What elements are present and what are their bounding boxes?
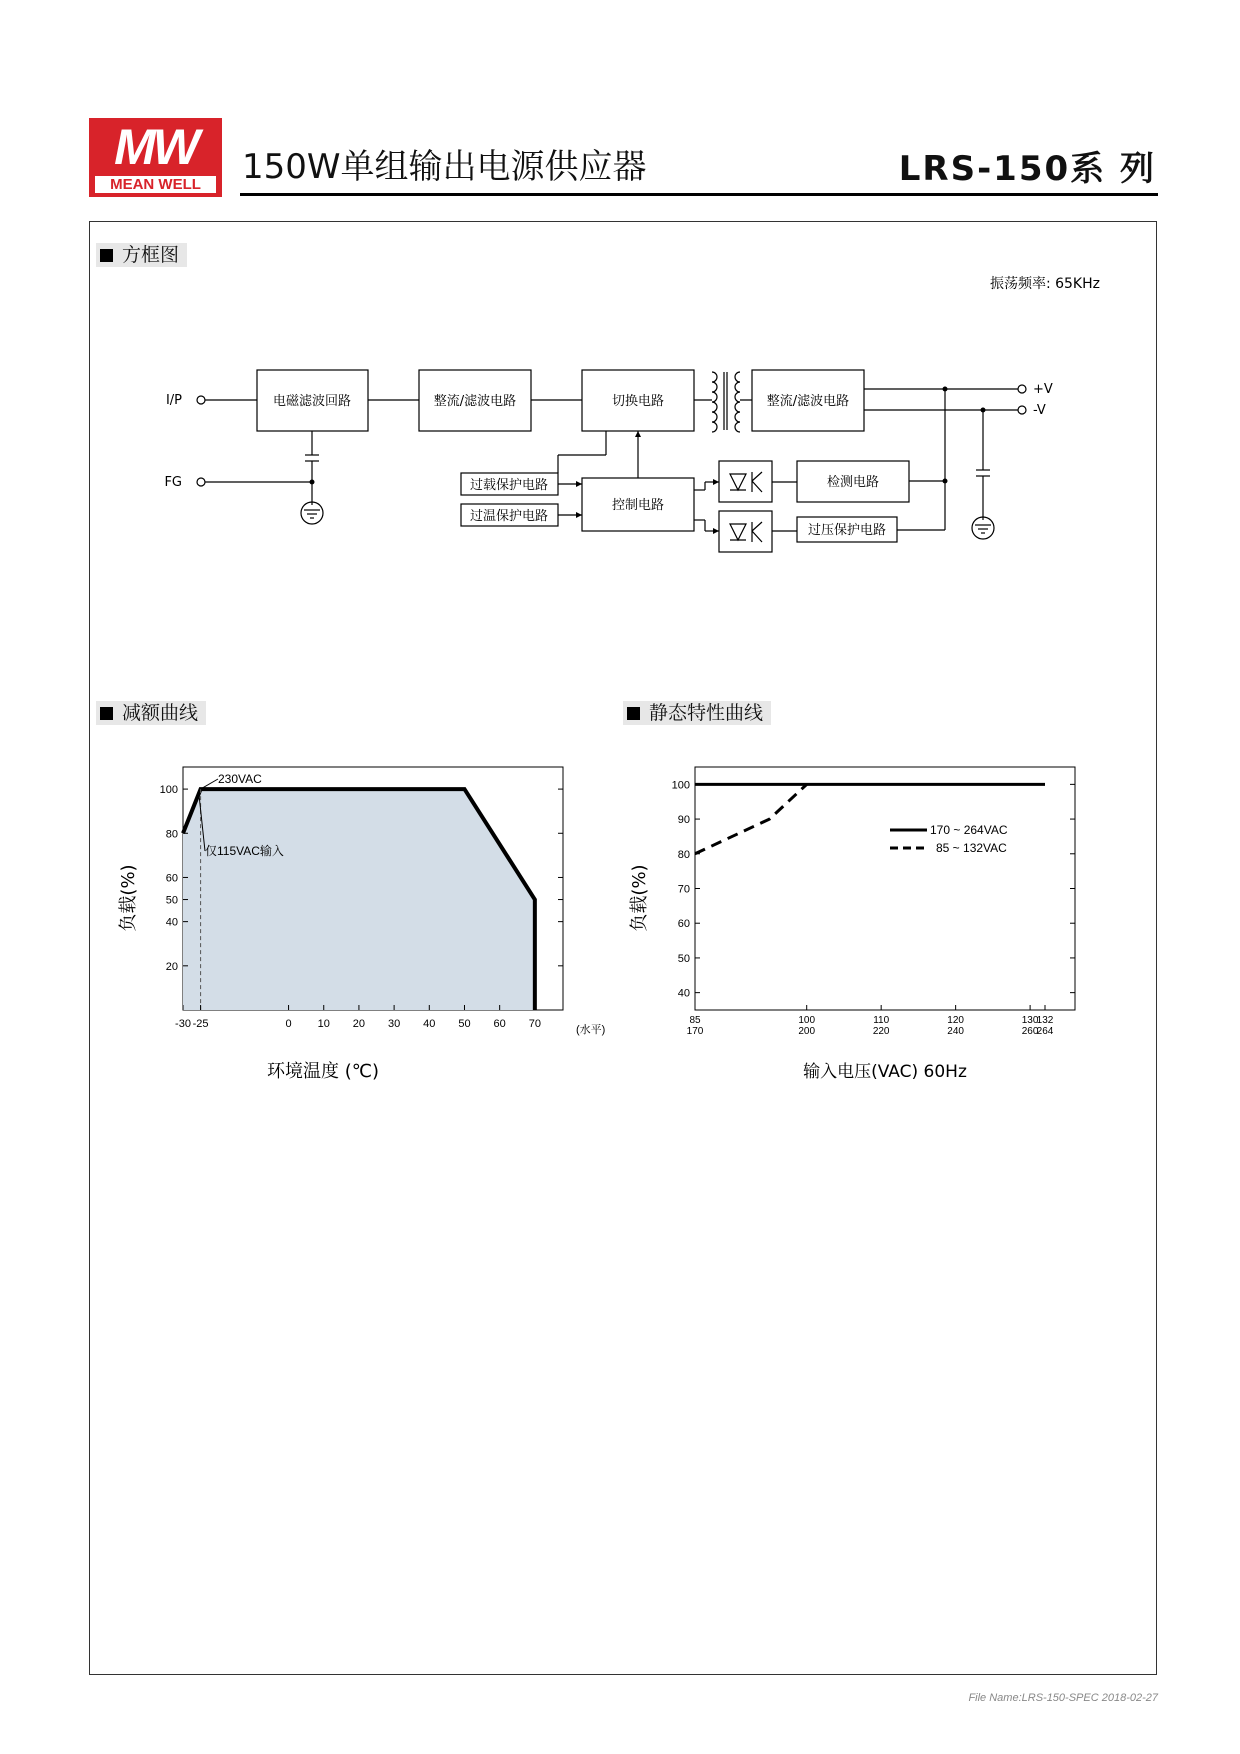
derating-ylabel: 负载(%) xyxy=(118,864,139,932)
xtick-label-high: 264 xyxy=(1036,1026,1054,1037)
ytick-label: 60 xyxy=(677,918,690,931)
static-xlabel: 输入电压(VAC) 60Hz xyxy=(803,1062,967,1082)
xtick-label-low: 85 xyxy=(689,1015,701,1026)
vminus-terminal xyxy=(1018,406,1026,414)
otp-label: 过温保护电路 xyxy=(469,509,549,524)
ovp-label: 过压保护电路 xyxy=(807,523,887,538)
ytick-label: 40 xyxy=(677,987,690,1000)
optocoupler-2 xyxy=(719,511,772,552)
xtick-label-low: 130 xyxy=(1021,1015,1039,1026)
xtick-label-high: 220 xyxy=(872,1026,890,1037)
derating-chart xyxy=(0,730,620,1090)
ip-terminal xyxy=(197,396,205,404)
legend-label-85-132: 85 ~ 132VAC xyxy=(936,841,1007,855)
vminus-label: -V xyxy=(1033,403,1046,418)
emi-filter-label: 电磁滤波回路 xyxy=(272,394,352,409)
derating-xlabel: 环境温度 (℃) xyxy=(267,1061,379,1082)
ytick-label: 80 xyxy=(165,828,178,841)
fg-terminal xyxy=(197,478,205,486)
section-static: 静态特性曲线 xyxy=(623,701,771,725)
rectifier-label-1: 整流/滤波电路 xyxy=(433,394,517,409)
xtick-label: 10 xyxy=(317,1018,330,1030)
control-label: 控制电路 xyxy=(611,498,665,513)
xtick-label: 20 xyxy=(352,1018,366,1030)
fg-label: FG xyxy=(164,475,182,490)
logo-text: MEAN WELL xyxy=(110,176,201,193)
logo-mark: MW xyxy=(114,119,197,175)
ytick-label: 50 xyxy=(165,894,178,907)
xtick-label-low: 120 xyxy=(947,1015,964,1026)
switching-label: 切换电路 xyxy=(611,394,665,409)
page-title: 150W单组输出电源供应器 xyxy=(242,147,647,187)
series-name: LRS-150系 列 xyxy=(898,149,1156,189)
xtick-label: 0 xyxy=(285,1018,292,1030)
annotation-115vac: 仅115VAC输入 xyxy=(205,844,284,858)
ytick-label: 100 xyxy=(159,784,178,797)
ytick-label: 60 xyxy=(165,872,178,885)
xtick-label: 60 xyxy=(493,1018,506,1030)
derating-x-unit: (水平) xyxy=(576,1024,606,1036)
static-plot-frame xyxy=(695,767,1075,1010)
annotation-230vac: 230VAC xyxy=(218,772,262,786)
legend-label-170-264: 170 ~ 264VAC xyxy=(930,823,1008,837)
xtick-label: 50 xyxy=(458,1018,471,1030)
static-chart xyxy=(620,730,1140,1090)
rectifier-label-2: 整流/滤波电路 xyxy=(766,394,850,409)
section-derating: 减额曲线 xyxy=(96,701,206,725)
ytick-label: 100 xyxy=(671,779,690,792)
xtick-label-high: 200 xyxy=(798,1026,816,1037)
static-ylabel: 负载(%) xyxy=(629,864,650,932)
xtick-label: -30 xyxy=(175,1018,191,1030)
olp-label: 过载保护电路 xyxy=(469,478,549,493)
ytick-label: 50 xyxy=(677,952,690,965)
xtick-label-high: 260 xyxy=(1021,1026,1039,1037)
ytick-label: 70 xyxy=(677,883,690,896)
ytick-label: 40 xyxy=(165,916,178,929)
ytick-label: 80 xyxy=(677,848,690,861)
xtick-label: 40 xyxy=(423,1018,436,1030)
ytick-label: 20 xyxy=(165,960,178,973)
xtick-label: 70 xyxy=(528,1018,541,1030)
vplus-label: +V xyxy=(1033,382,1053,397)
xtick-label: -25 xyxy=(192,1018,209,1030)
detect-label: 检测电路 xyxy=(826,475,880,490)
block-diagram xyxy=(0,0,1240,600)
optocoupler-1 xyxy=(719,461,772,502)
xtick-label-high: 240 xyxy=(947,1026,964,1037)
ytick-label: 90 xyxy=(677,814,690,827)
xtick-label: 30 xyxy=(387,1018,401,1030)
xtick-label-low: 132 xyxy=(1036,1015,1054,1026)
oscillation-frequency: 振荡频率: 65KHz xyxy=(989,276,1100,292)
xtick-label-low: 100 xyxy=(798,1015,816,1026)
vplus-terminal xyxy=(1018,385,1026,393)
xtick-label-high: 170 xyxy=(686,1026,704,1037)
ip-label: I/P xyxy=(165,393,182,408)
section-block-diagram: 方框图 xyxy=(96,243,187,267)
xtick-label-low: 110 xyxy=(873,1015,890,1026)
derating-area-fill xyxy=(183,789,535,1010)
footer-filename: File Name:LRS-150-SPEC 2018-02-27 xyxy=(968,1692,1158,1704)
